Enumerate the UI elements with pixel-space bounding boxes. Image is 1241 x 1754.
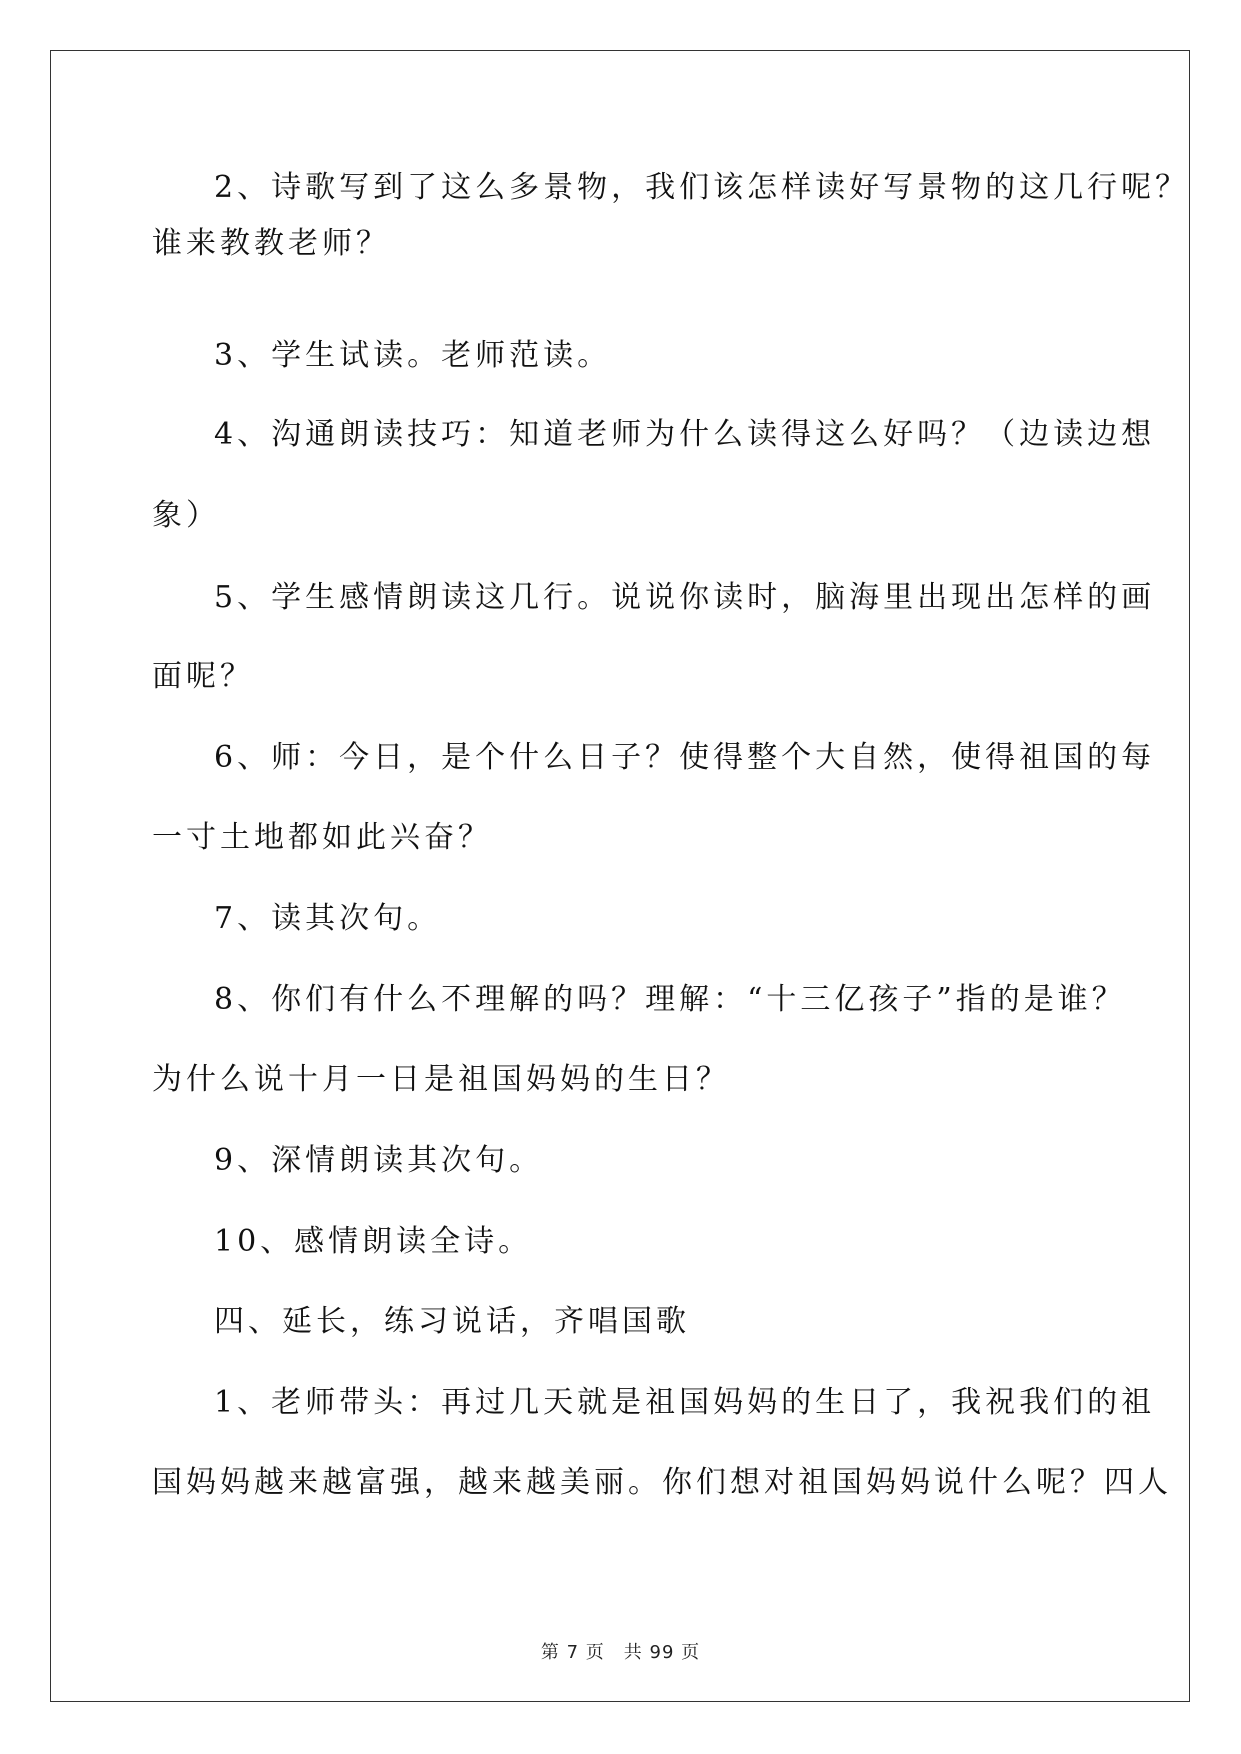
paragraph-line: 8、你们有什么不理解的吗？理解：“十三亿孩子”指的是谁？ [214, 982, 1126, 1017]
paragraph-line: 国妈妈越来越富强，越来越美丽。你们想对祖国妈妈说什么呢？四人 [152, 1465, 1172, 1500]
paragraph-line: 6、师：今日，是个什么日子？使得整个大自然，使得祖国的每 [214, 740, 1156, 775]
paragraph-line: 1、老师带头：再过几天就是祖国妈妈的生日了，我祝我们的祖 [214, 1385, 1156, 1420]
paragraph-line: 2、诗歌写到了这么多景物，我们该怎样读好写景物的这几行呢？ [214, 170, 1190, 205]
paragraph-line: 4、沟通朗读技巧：知道老师为什么读得这么好吗？（边读边想 [214, 417, 1156, 452]
paragraph-line: 一寸土地都如此兴奋？ [152, 820, 492, 855]
paragraph-line: 象） [152, 498, 220, 533]
section-heading: 四、延长，练习说话，齐唱国歌 [214, 1304, 690, 1339]
paragraph-line: 谁来教教老师？ [152, 226, 390, 261]
page-border [50, 50, 1190, 1702]
paragraph-line: 10、感情朗读全诗。 [214, 1224, 533, 1259]
page-number-footer: 第 7 页 共 99 页 [540, 1642, 701, 1663]
paragraph-line: 5、学生感情朗读这几行。说说你读时，脑海里出现出怎样的画 [214, 580, 1156, 615]
paragraph-line: 3、学生试读。老师范读。 [214, 338, 612, 373]
paragraph-line: 9、深情朗读其次句。 [214, 1143, 544, 1178]
paragraph-line: 7、读其次句。 [214, 901, 442, 936]
paragraph-line: 为什么说十月一日是祖国妈妈的生日？ [152, 1062, 730, 1097]
paragraph-line: 面呢？ [152, 659, 254, 694]
